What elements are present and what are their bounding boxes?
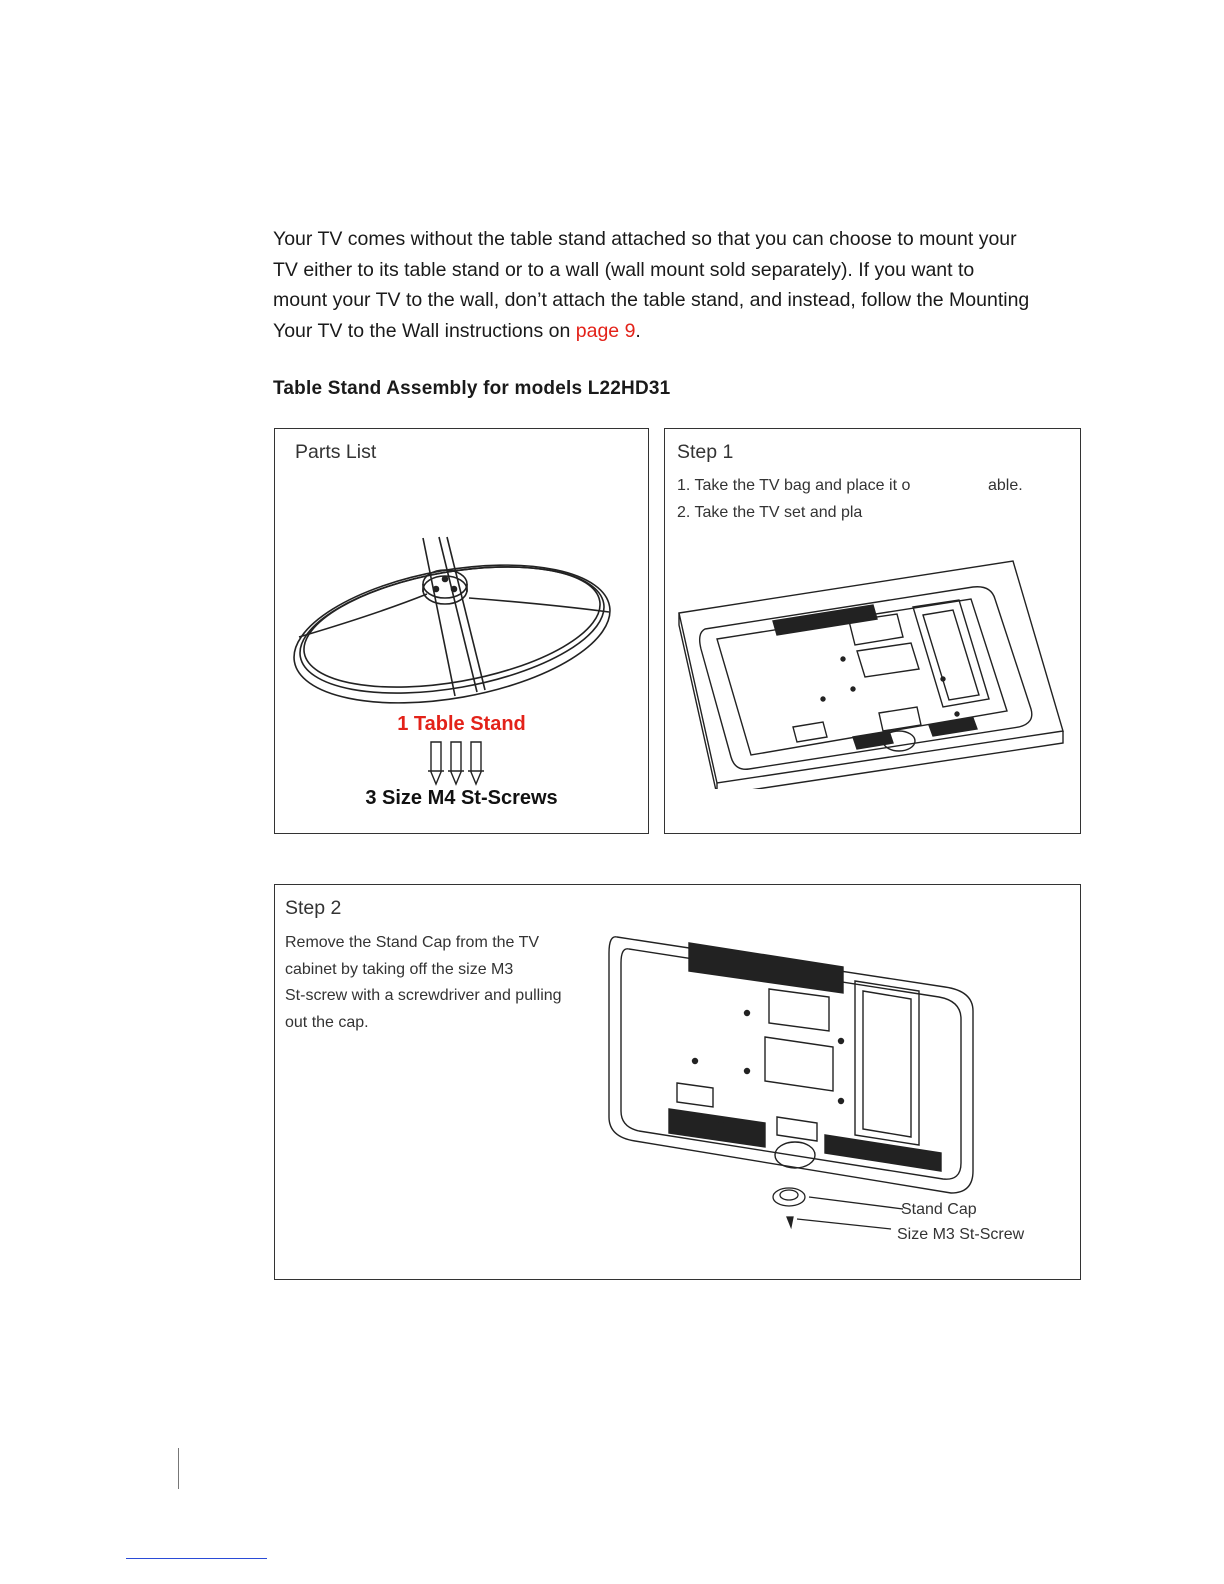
- stand-cap-and-screw-illustration: [769, 1179, 905, 1235]
- table-stand-illustration: [287, 534, 617, 714]
- screws-icon: [425, 740, 487, 788]
- section-heading: Table Stand Assembly for models L22HD31: [273, 378, 671, 399]
- step2-line-2: cabinet by taking off the size M3: [285, 960, 514, 978]
- step2-instructions: [285, 930, 562, 1036]
- m3-screw-callout: Size M3 St-Screw: [897, 1226, 1025, 1243]
- step2-line-4: out the cap.: [285, 1013, 369, 1031]
- tv-on-table-illustration: [673, 559, 1073, 789]
- step1-box: [664, 428, 1081, 834]
- footer-link-underline: [126, 1558, 267, 1559]
- stand-cap-callout: Stand Cap: [901, 1201, 977, 1218]
- parts-list-box: [274, 428, 649, 834]
- intro-text: Your TV comes without the table stand attached so that you can choose to mount your TV either to its table stand or to a wall (wall mount sold separately). If you want to mount your TV to the wall, don’t attach the table stand, and instead, follow the Mounting Your TV to the Wall instructions on: [273, 228, 1030, 342]
- step2-title: Step 2: [285, 897, 342, 919]
- step1-instruction-2: 2. Take the TV set and pla: [677, 504, 863, 521]
- intro-paragraph: [273, 224, 1033, 346]
- step1-title: Step 1: [677, 441, 734, 463]
- step1-instruction-1-end: able.: [988, 477, 1023, 494]
- footer-divider: [178, 1448, 179, 1489]
- step2-line-3: St-screw with a screwdriver and pulling: [285, 987, 562, 1004]
- step2-box: [274, 884, 1081, 1280]
- step1-instruction-1: 1. Take the TV bag and place it o: [677, 477, 911, 494]
- page-9-link[interactable]: page 9: [575, 319, 636, 342]
- intro-end: .: [635, 319, 641, 342]
- parts-list-title: Parts List: [295, 441, 377, 463]
- table-stand-label: 1 Table Stand: [397, 713, 526, 735]
- screws-label: 3 Size M4 St-Screws: [365, 787, 558, 809]
- step2-line-1: Remove the Stand Cap from the TV: [285, 934, 540, 951]
